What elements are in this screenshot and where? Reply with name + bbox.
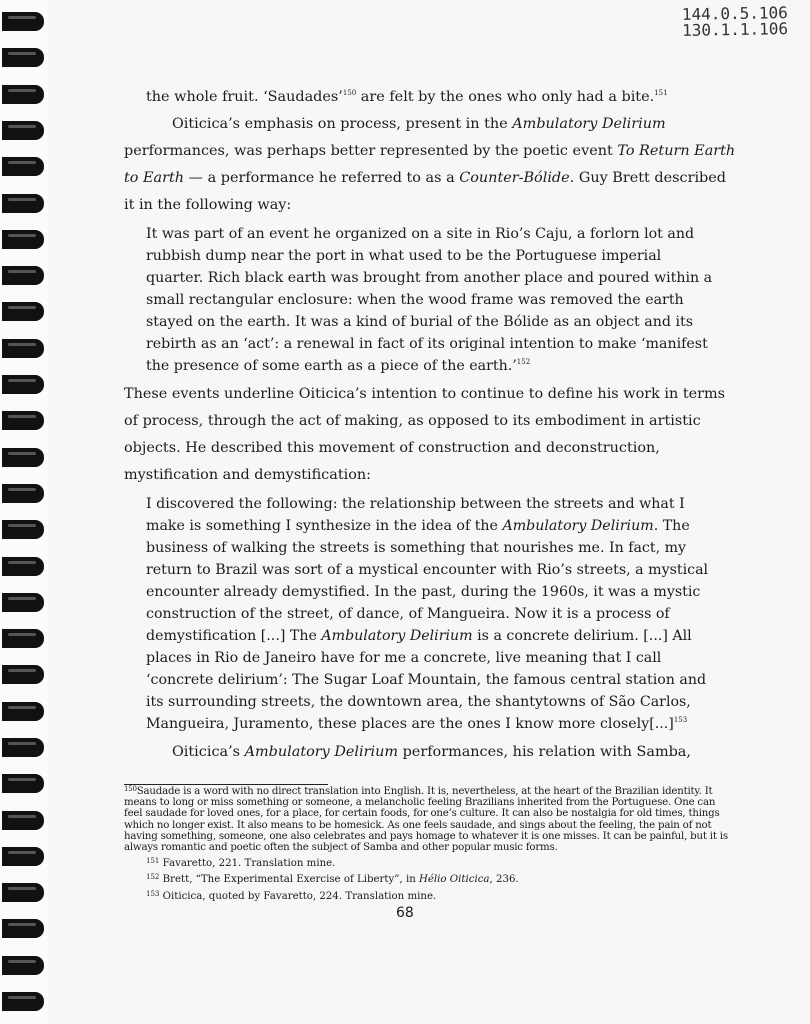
page-number: 68 [396, 905, 414, 921]
paragraph-events: These events underline Oiticica’s intention to continue to define his work in terms of process, through the act of making, as opposed to its embodiment in artistic objects. He described this movement of construction and deconstruction, mystification and demystification: [124, 386, 726, 483]
footnote-151: $^{151}$ Favaretto, 221. Translation mine. [146, 857, 336, 870]
footnote-150: $^{150}$Saudade is a word with no direct translation into English. It is, nevertheless, at the heart of the Brazilian identity. It means to long or miss something or someone, a melancholic feeling Brazilians inherited from the Portuguese. One can feel saudade for loved ones, for a place, for certain foods, for one’s culture. It can also be nostalgia for old times, things which no longer exist. It also means to be homesick. As one feels saudade, and sings about the feeling, the pain of not having something, someone, one also celebrates and pays homage to whatever it is one misses. It can be painful, but it is always romantic and poetic often the subject of Samba and other popular music forms. [124, 785, 728, 854]
binding-ring [2, 411, 44, 430]
footnote-152: $^{152}$ Brett, “The Experimental Exercise of Liberty”, in Hélio Oiticica, 236. [146, 873, 519, 886]
binding-ring [2, 520, 44, 539]
archive-code-line-2: 130.1.1.106 [682, 19, 789, 40]
handwritten-archive-code [682, 5, 789, 39]
binding-ring [2, 665, 44, 684]
footnote-ref-153: 153 [673, 716, 688, 724]
block-quote-brett: It was part of an event he organized on a site in Rio’s Caju, a forlorn lot and rubbish dump near the port in what used to be the Portuguese imperial quarter. Rich black earth was brought from another place and poured within a small rectangular enclosure: when the wood frame was removed the earth stayed on the earth. It was a kind of burial of the Bólide as an object and its rebirth as an ‘act’: a renewal in fact of its original intention to make ‘manifest the presence of some earth as a piece of the earth.’$^{152}$ [146, 226, 713, 374]
binding-ring [2, 774, 44, 793]
binding-ring [2, 593, 44, 612]
archive-code-line-1: 144.0.5.106 [681, 3, 789, 24]
binding-ring [2, 883, 44, 902]
binding-ring [2, 302, 44, 321]
paragraph-process: Oiticica’s emphasis on process, present in the Ambulatory Delirium performances, was perhaps better represented by the poetic event To Return Earth to Earth — a performance he referred to as a Counter-Bólide. Guy Brett described it in the following way: [124, 116, 736, 213]
footnote-ref-152: 152 [516, 358, 531, 366]
paragraph-continued: the whole fruit. ‘Saudades’$^{150}$ are felt by the ones who only had a bite.$^{151}$ [146, 89, 668, 105]
block-quote-oiticica: I discovered the following: the relationship between the streets and what I make is something I synthesize in the idea of the Ambulatory Delirium. The business of walking the streets is something that nourishes me. In fact, my return to Brazil was sort of a mystical encounter with Rio’s streets, a mystical encounter already demystified. In the past, during the 1960s, it was a mystic construction of the street, of dance, of Mangueira. Now it is a process of demystification [...] The Ambulatory Delirium is a concrete delirium. [...] All places in Rio de Janeiro have for me a concrete, live meaning that I call ‘concrete delirium’: The Sugar Loaf Mountain, the famous central station and its surrounding streets, the downtown area, the shantytowns of São Carlos, Mangueira, Juramento, these places are the ones I know more closely[...]$^{153}$ [146, 496, 709, 732]
binding-ring [2, 847, 44, 866]
paragraph-samba: Oiticica’s Ambulatory Delirium performances, his relation with Samba, [172, 744, 691, 760]
binding-ring [2, 956, 44, 975]
binding-ring [2, 448, 44, 467]
binding-ring [2, 557, 44, 576]
footnote-153: $^{153}$ Oiticica, quoted by Favaretto, 224. Translation mine. [146, 889, 437, 902]
binding-ring [2, 266, 44, 285]
footnotes [124, 786, 728, 902]
footnote-ref-150: 150 [342, 89, 357, 97]
spiral-binding [0, 0, 48, 1024]
binding-ring [2, 919, 44, 938]
binding-ring [2, 629, 44, 648]
binding-ring [2, 121, 44, 140]
footnote-divider [124, 784, 328, 785]
binding-ring [2, 702, 44, 721]
binding-ring [2, 85, 44, 104]
binding-ring [2, 992, 44, 1011]
binding-ring [2, 811, 44, 830]
binding-ring [2, 738, 44, 757]
binding-ring [2, 48, 44, 67]
binding-ring [2, 157, 44, 176]
binding-ring [2, 230, 44, 249]
body-text [124, 84, 736, 766]
binding-ring [2, 339, 44, 358]
binding-ring [2, 484, 44, 503]
binding-ring [2, 194, 44, 213]
binding-ring [2, 375, 44, 394]
footnote-ref-151: 151 [654, 89, 668, 97]
binding-ring [2, 12, 44, 31]
